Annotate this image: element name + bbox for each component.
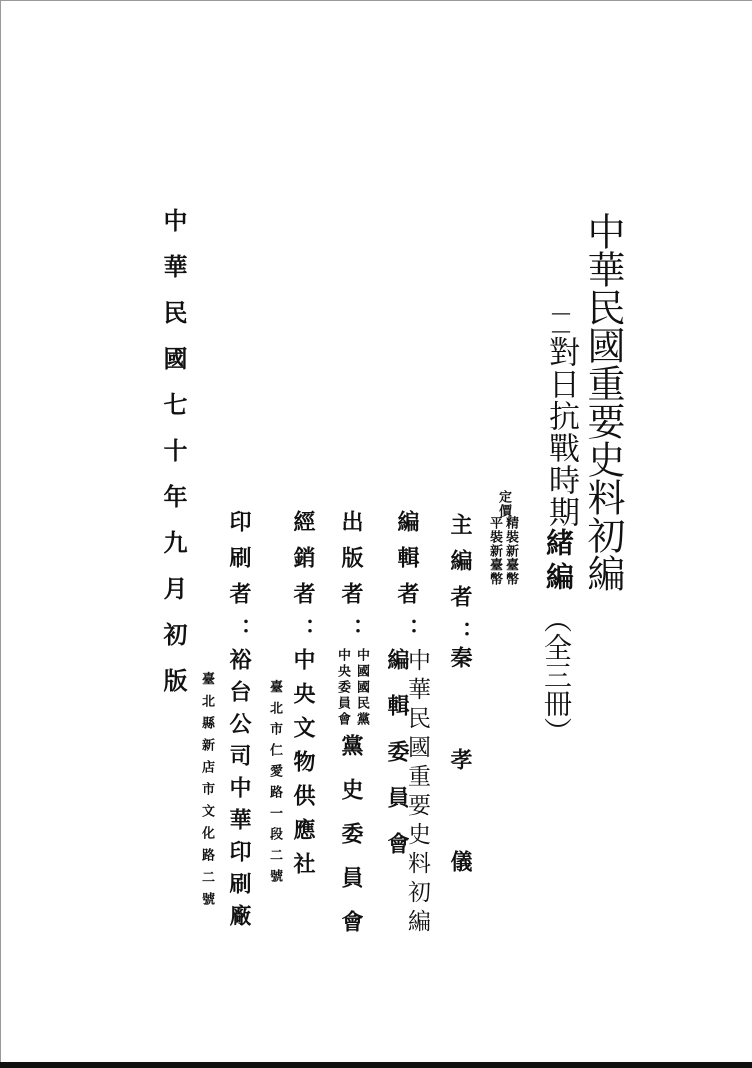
editor-name: 中華民國重要史料初編 [404,648,430,938]
editor-in-chief-label: 主編者： [447,513,473,657]
distributor-address: 臺北市仁愛路一段二號 [267,680,282,890]
subtitle-text: 對日抗戰時期 [543,336,579,528]
price-hardcover: 精裝新臺幣 [503,516,518,586]
price-label: 定價： [496,490,511,532]
publisher-name: 黨史委員會 [338,734,364,954]
volume-count: （全三冊） [540,605,573,745]
page-border-left [0,0,1,1068]
printer-name: 裕台公司中華印刷廠 [226,648,252,936]
editor-in-chief-name: 秦孝儀 [447,646,473,952]
printer-label: 印刷者： [226,510,252,654]
book-title: 中華民國重要史料初編 [581,212,625,592]
subtitle-dash: —— [549,300,573,336]
editor-label: 編輯者： [394,510,420,654]
publisher-label: 出版者： [338,510,364,654]
price-paperback: 平裝新臺幣 [487,516,502,586]
editor-committee: 編輯委員會 [384,648,410,878]
page-border-bottom [0,1062,752,1068]
distributor-name: 中央文物供應社 [290,648,316,886]
publisher-line1: 中國國民黨 [354,648,369,728]
section-title: 緒編 [542,528,575,596]
book-subtitle [543,300,579,528]
edition-date: 中華民國七十年九月初版 [159,208,188,714]
page-border-top [0,0,752,1]
printer-address: 臺北縣新店市文化路二號 [199,672,214,914]
publisher-line2: 中央委員會 [335,648,350,728]
distributor-label: 經銷者： [290,510,316,654]
